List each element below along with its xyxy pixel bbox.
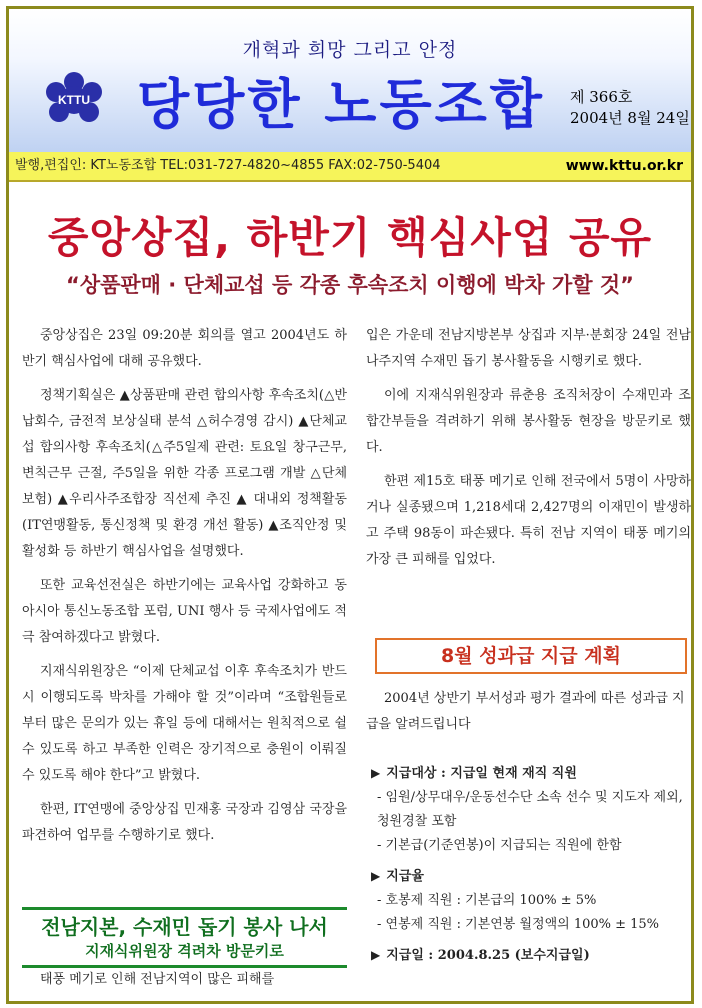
article-subhead: “상품판매 · 단체교섭 등 각종 후속조치 이행에 박차 가할 것” bbox=[66, 273, 634, 297]
article-paragraph: 지재식위원장은 “이제 단체교섭 이후 후속조치가 반드시 이행되도록 박차를 가해야 할 것”이라며 “조합원들로부터 많은 문의가 있는 휴일 등에 대해서는 원칙적으로 쉴 수 있도록 하고 부족한 인력은 장기적으로 충원이 이뤄질 수 있도록 해야 한다”고 밝혔다. bbox=[22, 664, 347, 783]
newsletter-title: 당당한 노동조합 bbox=[137, 73, 545, 136]
kttu-logo bbox=[43, 71, 105, 129]
list-item: - 기본급(기준연봉)이 지급되는 직원에 한함 bbox=[377, 838, 622, 853]
article-paragraph: 중앙상집은 23일 09:20분 회의를 열고 2004년도 하반기 핵심사업에 대해 공유했다. bbox=[22, 328, 347, 369]
list-item: - 호봉제 직원 : 기본급의 100% ± 5% bbox=[377, 893, 597, 908]
bonus-details-list bbox=[371, 761, 693, 968]
newsletter-page bbox=[6, 6, 694, 1004]
website-link[interactable]: www.kttu.or.kr bbox=[565, 158, 683, 174]
bonus-box-title: 8월 성과급 지급 계획 bbox=[375, 638, 687, 674]
issue-number: 제 366호 bbox=[570, 88, 633, 106]
article-headline: 중앙상집, 하반기 핵심사업 공유 bbox=[47, 213, 653, 262]
list-item: ▶ 지급일 : 2004.8.25 (보수지급일) bbox=[371, 948, 590, 963]
side-story-title: 전남지본, 수재민 돕기 봉사 나서 bbox=[41, 915, 328, 939]
publisher-info: 발행,편집인: KT노동조합 TEL:031-727-4820~4855 FAX:02-750-5404 bbox=[15, 158, 441, 173]
list-item: - 임원/상무대우/운동선수단 소속 선수 및 지도자 제외, 청원경찰 포함 bbox=[377, 790, 683, 829]
list-item: ▶ 지급율 bbox=[371, 869, 424, 884]
motto: 개혁과 희망 그리고 안정 bbox=[242, 39, 458, 61]
article-paragraph: 이에 지재식위원장과 류춘용 조직처장이 수재민과 조합간부들을 격려하기 위해 봉사활동 현장을 방문키로 했다. bbox=[366, 388, 691, 455]
masthead bbox=[9, 9, 691, 152]
bonus-box-intro: 2004년 상반기 부서성과 평가 결과에 따른 성과급 지급을 알려드립니다 bbox=[366, 691, 685, 732]
article-paragraph: 한편, IT연맹에 중앙상집 민재홍 국장과 김영삼 국장을 파견하여 업무를 수행하기로 했다. bbox=[22, 802, 347, 843]
side-story-subtitle: 지재식위원장 격려차 방문키로 bbox=[85, 942, 284, 960]
publisher-bar bbox=[9, 152, 691, 182]
side-story-text: 태풍 메기로 인해 전남지역이 많은 피해를 bbox=[40, 972, 275, 987]
article-right-column bbox=[366, 323, 691, 581]
issue-date: 2004년 8월 24일 bbox=[570, 109, 690, 127]
svg-text:KTTU: KTTU bbox=[58, 93, 90, 107]
article-paragraph: 한편 제15호 태풍 메기로 인해 전국에서 5명이 사망하거나 실종됐으며 1,218세대 2,427명의 이재민이 발생하고 주택 98동이 파손됐다. 특히 전남 지역이 태풍 메기의 가장 큰 피해를 입었다. bbox=[366, 474, 691, 567]
triangle-bullet-icon: ▶ bbox=[371, 766, 381, 780]
list-item: ▶ 지급대상 : 지급일 현재 재직 직원 bbox=[371, 766, 577, 781]
article-paragraph: 정책기획실은 ▲상품판매 관련 합의사항 후속조치(△반납회수, 금전적 보상실태 분석 △허수경영 감시) ▲단체교섭 합의사항 후속조치(△주5일제 관련: 토요일 창구근무, 변칙근무 근절, 주5일을 위한 각종 프로그램 개발 △단체보험) ▲우리사주조합장 직선제 추진 ▲ 대내외 정책활동(IT연맹활동, 통신정책 및 환경 개선 활동) ▲조직안정 및 활성화 등 하반기 핵심사업을 설명했다. bbox=[22, 388, 347, 559]
article-left-column bbox=[22, 323, 347, 857]
article-paragraph: 입은 가운데 전남지방본부 상집과 지부·분회장 24일 전남 나주지역 수재민 돕기 봉사활동을 시행키로 했다. bbox=[366, 328, 691, 369]
issue-info bbox=[570, 87, 690, 129]
triangle-bullet-icon: ▶ bbox=[371, 869, 381, 883]
article-paragraph: 또한 교육선전실은 하반기에는 교육사업 강화하고 동아시아 통신노동조합 포럼, UNI 행사 등 국제사업에도 적극 참여하겠다고 밝혔다. bbox=[22, 578, 347, 645]
side-story-header bbox=[22, 907, 347, 968]
triangle-bullet-icon: ▶ bbox=[371, 948, 381, 962]
list-item: - 연봉제 직원 : 기본연봉 월정액의 100% ± 15% bbox=[377, 917, 660, 932]
